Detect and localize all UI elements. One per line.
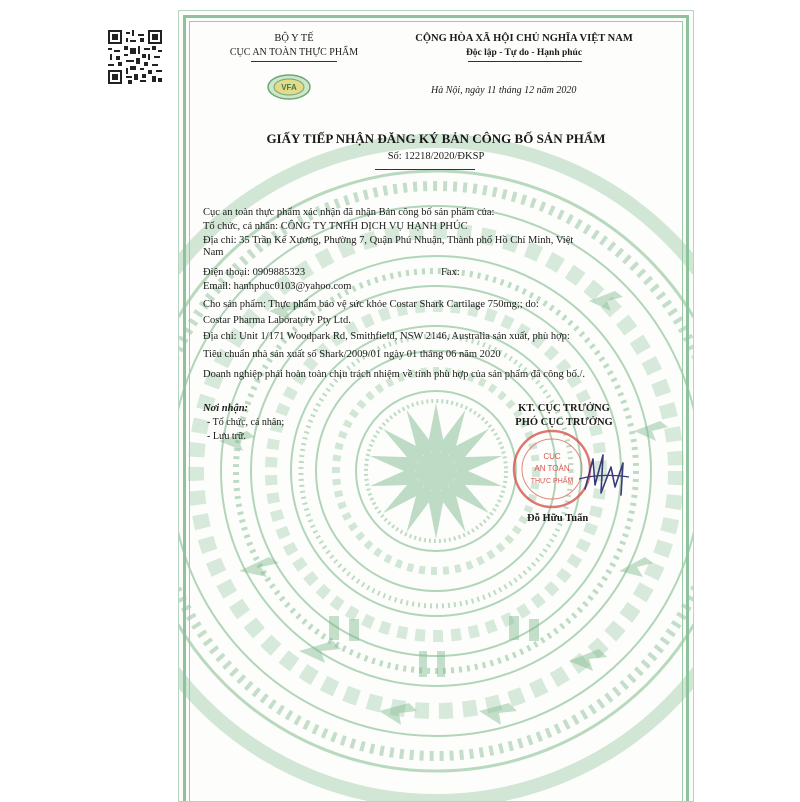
issue-date: Hà Nội, ngày 11 tháng 12 năm 2020 — [431, 85, 577, 96]
document-title: GIẤY TIẾP NHẬN ĐĂNG KÝ BẢN CÔNG BỐ SẢN PHẨM — [266, 131, 606, 146]
standard-line: Tiêu chuẩn nhà sản xuất số Shark/2009/01 ngày 01 tháng 06 năm 2020 — [203, 349, 501, 360]
manufacturer-line: Costar Pharma Laboratory Pty Ltd. — [203, 315, 351, 326]
organization-line: Tổ chức, cá nhân: CÔNG TY TNHH DỊCH VỤ HẠNH PHÚC — [203, 221, 468, 232]
responsibility-line: Doanh nghiệp phải hoàn toàn chịu trách nhiệm về tính phù hợp của sản phẩm đã công bố./. — [203, 369, 585, 380]
signer-title-1: KT. CỤC TRƯỞNG — [518, 403, 610, 414]
signer-name: Đỗ Hữu Tuấn — [527, 513, 589, 524]
address-line: Địa chỉ: 35 Trần Kế Xương, Phường 7, Quận Phú Nhuận, Thành phố Hồ Chí Minh, Việt — [203, 235, 574, 246]
document-number: Số: 12218/2020/ĐKSP — [387, 151, 485, 162]
stamp-text-2: AN TOÀN — [534, 464, 570, 473]
department-name: CỤC AN TOÀN THỰC PHẨM — [229, 47, 359, 58]
phone-line: Điện thoại: 0909885323 — [203, 267, 306, 278]
email-line: Email: hanhphuc0103@yahoo.com — [203, 281, 352, 292]
motto-underline — [468, 61, 582, 62]
stamp-text-3: THỰC PHẨM — [530, 478, 574, 485]
stamp-text-1: CỤC — [543, 452, 561, 461]
certificate-document — [178, 10, 694, 802]
ministry-name: BỘ Y TẾ — [274, 33, 314, 44]
national-motto: Độc lập - Tự do - Hạnh phúc — [465, 48, 583, 58]
intro-line: Cục an toàn thực phẩm xác nhận đã nhận Bản công bố sản phẩm của: — [203, 207, 495, 218]
vfa-logo — [266, 73, 312, 101]
number-underline — [375, 169, 475, 170]
country-name: CỘNG HÒA XÃ HỘI CHỦ NGHĨA VIỆT NAM — [415, 33, 633, 44]
manufacturer-address-line: Địa chỉ: Unit 1/171 Woodpark Rd, Smithfield, NSW 2146, Australia sản xuất, phù hợp: — [203, 331, 570, 342]
qr-code — [108, 30, 162, 84]
logo-text: VFA — [281, 83, 297, 92]
department-underline — [251, 61, 337, 62]
product-line: Cho sản phẩm: Thực phẩm bảo vệ sức khỏe Costar Shark Cartilage 750mg;; do: — [203, 299, 539, 310]
handwritten-signature — [571, 449, 651, 505]
recipient-item: - Tổ chức, cá nhân; — [207, 417, 285, 428]
recipient-item: - Lưu trữ. — [207, 431, 246, 442]
address-line-cont: Nam — [203, 247, 224, 258]
fax-line: Fax: — [441, 267, 460, 278]
signer-title-2: PHÓ CỤC TRƯỞNG — [515, 417, 613, 428]
recipients-heading: Nơi nhận: — [203, 403, 249, 414]
